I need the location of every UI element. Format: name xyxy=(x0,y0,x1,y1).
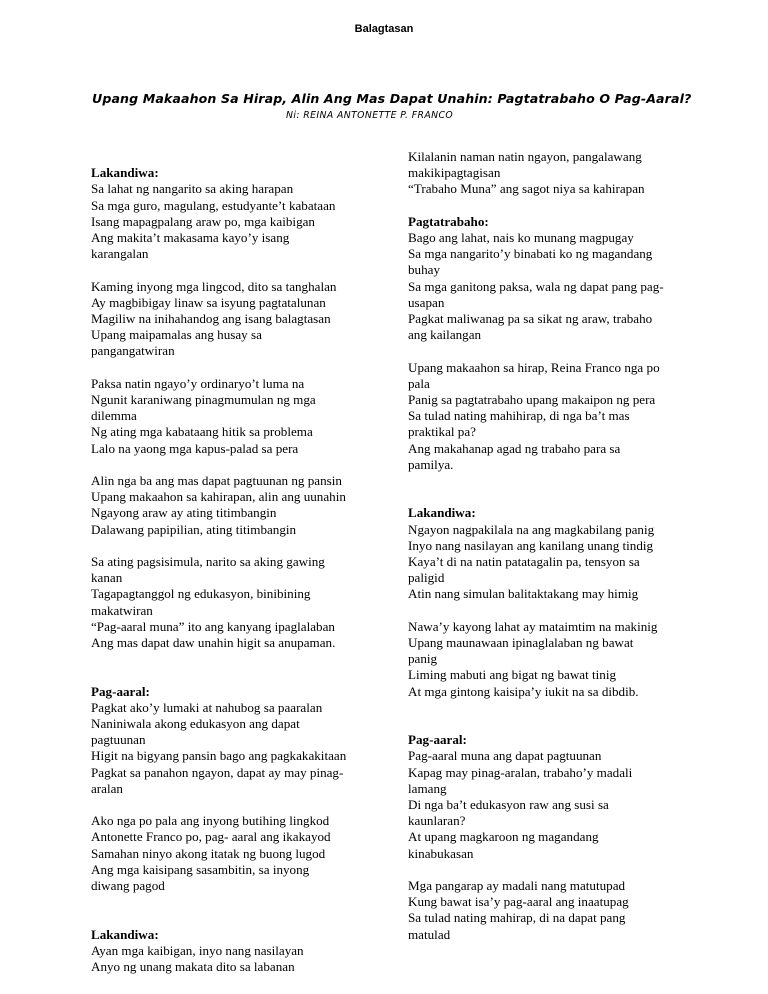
verse-line: Naniniwala akong edukasyon ang dapat xyxy=(91,716,300,731)
verse-line: Upang maipamalas ang husay sa xyxy=(91,327,262,343)
verse-line: At upang magkaroon ng magandang xyxy=(408,829,599,845)
verse-line: Anyo ng unang makata dito sa labanan xyxy=(91,959,295,974)
verse-line: At mga gintong kaisipa’y iukit na sa dibdib. xyxy=(408,683,639,699)
verse-line: Nawa’y kayong lahat ay mataimtim na makinig xyxy=(408,618,658,634)
verse-line: buhay xyxy=(408,262,440,278)
stanza xyxy=(91,927,391,976)
verse-line: Dalawang papipilian, ating titimbangin xyxy=(91,521,297,537)
left-column xyxy=(91,149,391,975)
verse-line: Liming mabuti ang bigat ng bawat tinig xyxy=(408,667,617,683)
verse-line: Lalo na yaong mga kapus-palad sa pera xyxy=(91,440,299,456)
verse-line: Ang makita’t makasama kayo’y isang xyxy=(91,230,290,245)
speaker-label: Lakandiwa: xyxy=(91,926,159,942)
verse-line: Paksa natin ngayo’y ordinaryo’t luma na xyxy=(91,375,305,391)
verse-line: Kapag may pinag-aralan, trabaho’y madali xyxy=(408,764,633,780)
verse-line: pala xyxy=(408,375,430,391)
right-column xyxy=(408,149,688,943)
verse-line: karangalan xyxy=(91,246,149,262)
verse-line: Bago ang lahat, nais ko munang magpugay xyxy=(408,230,634,245)
verse-line: Kilalanin naman natin ngayon, pangalawang xyxy=(408,149,642,164)
stanza xyxy=(91,279,391,360)
stanza xyxy=(91,376,391,457)
verse-line: Isang mapagpalang araw po, mga kaibigan xyxy=(91,213,315,229)
speaker-label: Lakandiwa: xyxy=(408,505,476,521)
speaker-label: Pagtatrabaho: xyxy=(408,213,489,229)
verse-line: pamilya. xyxy=(408,456,454,472)
verse-line: Kaming inyong mga lingcod, dito sa tanghalan xyxy=(91,278,337,294)
verse-line: Inyo nang nasilayan ang kanilang unang tindig xyxy=(408,537,654,553)
stanza xyxy=(408,619,688,700)
verse-line: Sa tulad nating mahihirap, di nga ba’t mas xyxy=(408,408,630,424)
verse-line: makatwiran xyxy=(91,602,153,618)
verse-line: Sa mga guro, magulang, estudyante’t kabataan xyxy=(91,197,336,213)
verse-line: Kaya’t di na natin patatagalin pa, tensyon sa xyxy=(408,554,640,570)
verse-line: Pagkat ako’y lumaki at nahubog sa paaralan xyxy=(91,699,323,715)
stanza xyxy=(408,732,688,862)
verse-line: Di nga ba’t edukasyon raw ang susi sa xyxy=(408,797,609,813)
verse-line: Sa mga ganitong paksa, wala ng dapat pang pag- xyxy=(408,278,664,294)
verse-line: Sa tulad nating mahirap, di na dapat pang xyxy=(408,910,626,926)
verse-line: Panig sa pagtatrabaho upang makaipon ng pera xyxy=(408,392,656,408)
verse-line: Sa lahat ng nangarito sa aking harapan xyxy=(91,181,294,197)
verse-line: kaunlaran? xyxy=(408,813,466,829)
verse-line: Alin nga ba ang mas dapat pagtuunan ng pansin xyxy=(91,473,342,488)
verse-line: matulad xyxy=(408,926,451,942)
verse-line: Ngayon nagpakilala na ang magkabilang panig xyxy=(408,521,655,537)
verse-line: ang kailangan xyxy=(408,327,482,343)
balagtasan-subtitle: Upang Makaahon Sa Hirap, Alin Ang Mas Dapat Unahin: Pagtatrabaho O Pag-Aaral? xyxy=(92,91,692,106)
verse-line: “Pag-aaral muna” ito ang kanyang ipaglalaban xyxy=(91,618,335,634)
verse-line: makikipagtagisan xyxy=(408,165,501,181)
verse-line: panig xyxy=(408,651,438,667)
verse-line: “Trabaho Muna” ang sagot niya sa kahirapan xyxy=(408,181,645,197)
verse-line: Antonette Franco po, pag- aaral ang ikakayod xyxy=(91,829,331,845)
verse-line: Ay magbibigay linaw sa isyung pagtatalunan xyxy=(91,294,326,310)
verse-line: paligid xyxy=(408,570,445,586)
verse-line: dilemma xyxy=(91,408,137,424)
stanza xyxy=(408,149,688,198)
speaker-label: Lakandiwa: xyxy=(91,165,159,181)
verse-line: Ngayong araw ay ating titimbangin xyxy=(91,505,277,521)
stanza xyxy=(408,214,688,344)
verse-line: Mga pangarap ay madali nang matutupad xyxy=(408,878,626,894)
stanza xyxy=(91,473,391,538)
verse-line: Ng ating mga kabataang hitik sa problema xyxy=(91,424,313,440)
verse-line: Atin nang simulan balitaktakang may himig xyxy=(408,586,639,602)
verse-line: Ang mas dapat daw unahin higit sa anupaman. xyxy=(91,635,336,651)
speaker-label: Pag-aaral: xyxy=(408,732,467,748)
verse-line: Pag-aaral muna ang dapat pagtuunan xyxy=(408,748,602,764)
speaker-label: Pag-aaral: xyxy=(91,683,150,699)
stanza xyxy=(91,684,391,797)
verse-line: Upang maunawaan ipinaglalaban ng bawat xyxy=(408,635,634,651)
verse-line: aralan xyxy=(91,780,123,796)
verse-line: diwang pagod xyxy=(91,878,165,894)
stanza xyxy=(91,554,391,651)
verse-line: kanan xyxy=(91,570,123,586)
verse-line: Ang mga kaisipang sasambitin, sa inyong xyxy=(91,861,310,877)
verse-line: Sa ating pagsisimula, narito sa aking gawing xyxy=(91,554,325,569)
verse-line: Kung bawat isa’y pag-aaral ang inaatupag xyxy=(408,894,629,910)
stanza xyxy=(408,878,688,943)
verse-line: Tagapagtanggol ng edukasyon, binibining xyxy=(91,586,311,602)
verse-line: Ang makahanap agad ng trabaho para sa xyxy=(408,440,621,456)
verse-line: praktikal pa? xyxy=(408,424,476,440)
document-title: Balagtasan xyxy=(354,23,414,35)
stanza xyxy=(91,165,391,262)
verse-line: Upang makaahon sa kahirapan, alin ang uunahin xyxy=(91,489,346,505)
verse-line: pagtuunan xyxy=(91,732,146,748)
verse-line: kinabukasan xyxy=(408,845,474,861)
verse-line: Pagkat sa panahon ngayon, dapat ay may pinag- xyxy=(91,764,344,780)
verse-line: pangangatwiran xyxy=(91,343,175,359)
stanza xyxy=(91,813,391,894)
verse-line: Magiliw na inihahandog ang isang balagtasan xyxy=(91,311,331,326)
verse-line: Sa mga nangarito’y binabati ko ng magandang xyxy=(408,246,653,262)
verse-line: Samahan ninyo akong itatak ng buong lugod xyxy=(91,845,326,861)
verse-line: Pagkat maliwanag pa sa sikat ng araw, trabaho xyxy=(408,311,653,327)
verse-line: Ako nga po pala ang inyong butihing lingkod xyxy=(91,813,330,829)
verse-line: Upang makaahon sa hirap, Reina Franco nga po xyxy=(408,359,660,375)
verse-line: Ngunit karaniwang pinagmumulan ng mga xyxy=(91,392,316,407)
stanza xyxy=(408,505,688,602)
author-line: Ni: REINA ANTONETTE P. FRANCO xyxy=(286,110,454,121)
stanza xyxy=(408,360,688,473)
verse-line: usapan xyxy=(408,294,445,310)
verse-line: Ayan mga kaibigan, inyo nang nasilayan xyxy=(91,942,304,958)
verse-line: Higit na bigyang pansin bago ang pagkakakitaan xyxy=(91,748,347,764)
verse-line: lamang xyxy=(408,780,447,796)
